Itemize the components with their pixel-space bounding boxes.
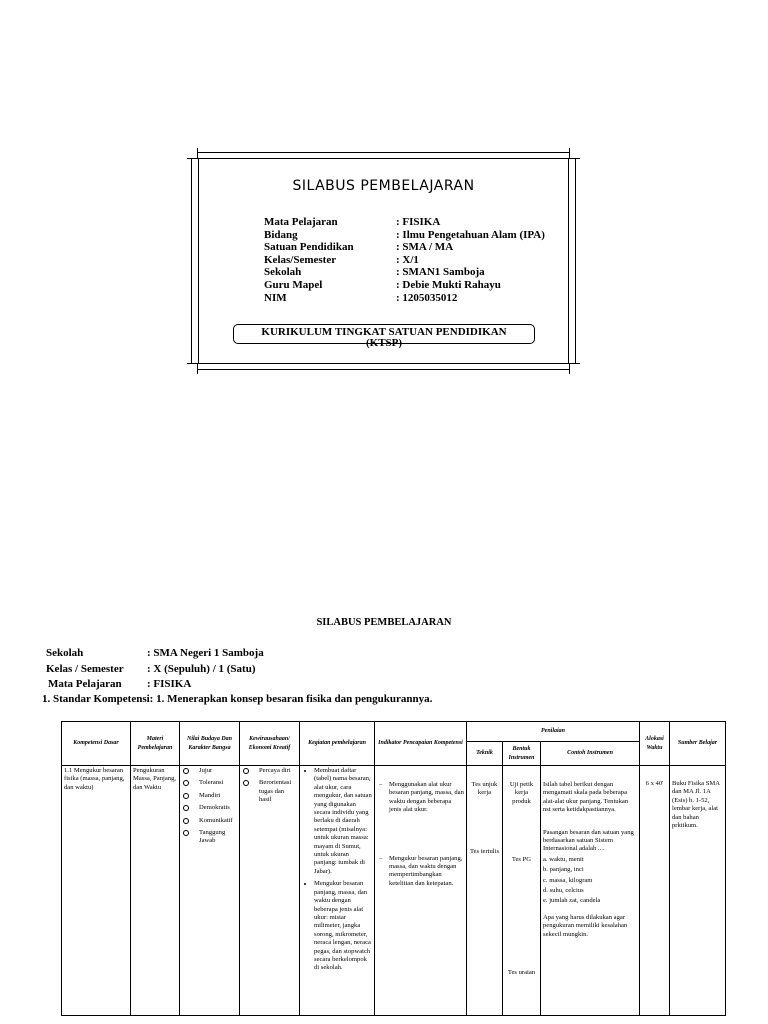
header-teknik: Teknik [467,742,503,766]
frame-corner [569,363,580,374]
cover-frame [191,152,576,370]
header-contoh: Contoh Instrumen [541,742,640,766]
bentuk-item: Tes PG [511,856,532,864]
field-value: : SMA / MA [396,241,454,254]
option-item: b. panjang, inci [543,866,584,874]
cell-materi: Pengukuran Massa, Panjang, dan Waktu [131,766,180,1016]
contoh-options [543,856,637,906]
meta-label: Kelas / Semester [46,662,124,675]
meta-value: : SMA Negeri 1 Samboja [147,647,264,659]
silabus-title: SILABUS PEMBELAJARAN [316,617,452,628]
contoh-text: Pasangan besaran dan satuan yang berdasarkan satuan Sistem Internasional adalah .... [543,828,634,853]
list-item: Berorientasi tugas dan hasil [242,779,297,804]
header-alokasi: Alokasi Waktu [640,722,670,766]
cover-field [264,292,545,305]
field-value: : FISIKA [396,216,441,228]
nilai-list [182,767,237,846]
cell-kewirausahaan [240,766,300,1016]
list-item: Percaya diri [242,767,297,775]
kegiatan-list [302,767,372,973]
list-item: • Mengukur besaran panjang, massa, dan waktu dengan beberapa jenis alat ukur: mistar milimeter, jangka sorong, mikrometer, neraca lengan, neraca pegas, dan stopwatch secara berkelompok di sekolah. [314,880,372,972]
list-item: Komunikatif [182,817,237,825]
cover-title: SILABUS PEMBELAJARAN [292,178,475,194]
cell-nilai [180,766,240,1016]
list-item: Toleransi [182,779,237,787]
teknik-item: Tes unjuk kerja [471,781,498,797]
contoh-text: Isilah tabel berikut dengan mengamati skala pada beberapa alat-alat ukur panjang. Tentukan nst serta ketidakpastiannya. [543,781,629,814]
meta-row [46,662,264,678]
standar-kompetensi: 1. Standar Kompetensi: 1. Menerapkan konsep besaran fisika dan pengukurannya. [42,693,433,705]
meta-label: Sekolah [46,647,84,659]
field-label: Mata Pelajaran [264,216,338,228]
frame-corner [187,363,198,374]
table-header-row [62,722,726,742]
header-penilaian: Penilaian [467,722,640,742]
field-value: : SMAN1 Samboja [396,266,485,279]
header-kegiatan: Kegiatan pembelajaran [300,722,375,766]
cell-kegiatan [300,766,375,1016]
cover-field [264,216,545,229]
header-indikator: Indikator Pencapaian Kompetensi [375,722,467,766]
kurikulum-line: (KTSP) [365,337,403,349]
field-value: : 1205035012 [396,291,458,304]
list-item: Demokratis [182,804,237,812]
header-materi: Materi Pembelajaran [131,722,180,766]
field-label: Sekolah [264,266,302,279]
list-item: Jujur [182,767,237,775]
meta-label: Mata Pelajaran [48,678,122,690]
header-sumber: Sumber Belajar [670,722,726,766]
cell-kompetensi: 1.1 Mengukur besaran fisika (massa, panjang, dan waktu) [62,766,131,1016]
option-item: a. waktu, menit [543,855,584,863]
field-label: Satuan Pendidikan [264,241,354,254]
silabus-table [61,721,726,1016]
list-item: • Membuat daftar (tabel) nama besaran, alat ukur, cara mengukur, dan satuan yang digunakan secara individu yang berlaku di daerah setempat (misalnya: untuk ukuran massa: mayam di Sumut, untuk ukuran panjang: tumbak di Jabar). [314,767,372,876]
cover-field [264,254,545,267]
meta-value: : X (Sepuluh) / 1 (Satu) [147,662,256,675]
frame-corner [569,148,580,159]
bentuk-item: Tes uraian [507,968,536,976]
option-item: e. jumlah zat, candela [543,897,601,905]
contoh-text: Apa yang harus dilakukan agar pengukuran memiliki kesalahan sekecil mungkin. [543,913,628,938]
cell-alokasi: 6 x 40' [640,766,670,1016]
list-item: – Menggunakan alat ukur besaran panjang, massa, dan waktu dengan beberapa jenis alat ukur. [377,781,464,815]
kurikulum-box [233,324,535,349]
meta-row [46,677,264,693]
field-value: : X/1 [396,253,419,266]
cell-sumber: Buku Fisika SMA dan MA Jl. 1A (Esis) h. 1-52, lembar kerja, alat dan bahan prktikum. [670,766,726,1016]
silabus-meta [46,646,264,693]
frame-corner [187,148,198,159]
cover-field [264,241,545,254]
cell-bentuk [503,766,541,1016]
cover-field [264,279,545,292]
field-value: : Debie Mukti Rahayu [396,278,501,291]
cell-teknik [467,766,503,1016]
header-kewirausahaan: Kewirausahaan/ Ekonomi Kreatif [240,722,300,766]
meta-row [46,646,264,662]
header-kompetensi: Kompetensi Dasar [62,722,131,766]
cover-field [264,229,545,242]
cover-info [264,216,545,304]
field-value: : Ilmu Pengetahuan Alam (IPA) [396,228,545,241]
bentuk-item: Uji petik kerja produk [509,781,534,805]
list-item: Mandiri [182,792,237,800]
kurikulum-line: KURIKULUM TINGKAT SATUAN PENDIDIKAN [261,326,507,338]
option-item: c. massa, kilogram [543,876,593,884]
option-item: d. suhu, celcius [543,887,584,895]
kewirausahaan-list [242,767,297,805]
cell-indikator [375,766,467,1016]
meta-value: : FISIKA [147,678,192,690]
cell-contoh [541,766,640,1016]
field-label: Bidang [264,228,298,241]
field-label: NIM [264,291,287,304]
table-row [62,766,726,1016]
list-item: Tanggung Jawab [182,829,237,846]
header-bentuk: Bentuk Instrumen [503,742,541,766]
field-label: Guru Mapel [264,278,323,291]
cover-field [264,266,545,279]
field-label: Kelas/Semester [264,253,337,266]
header-nilai: Nilai Budaya Dan Karakter Bangsa [180,722,240,766]
teknik-item: Tes tertulis [469,847,500,855]
list-item: – Mengukur besaran panjang, massa, dan waktu dengan mempertimbangkan ketelitian dan ketepatan. [377,855,464,889]
